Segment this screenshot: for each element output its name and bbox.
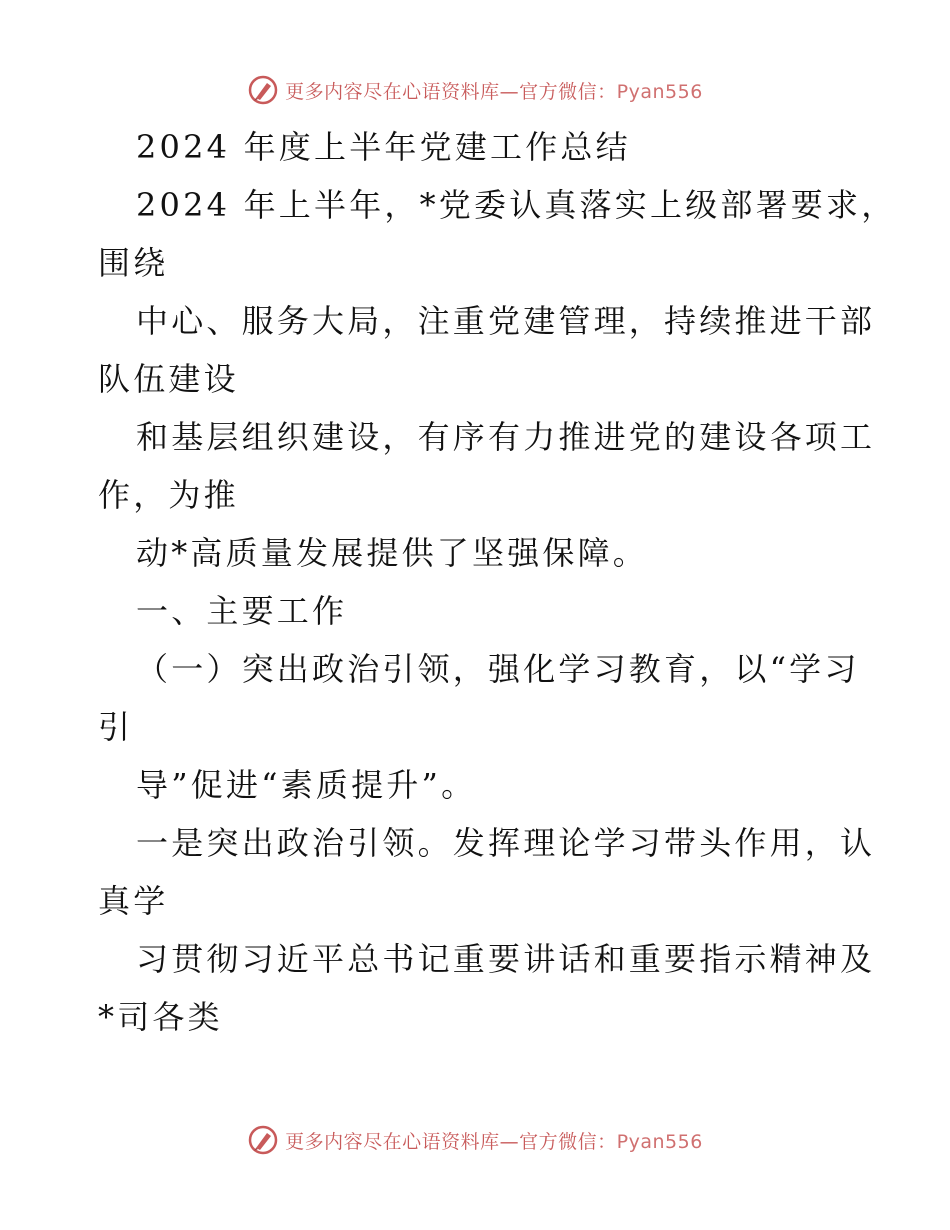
watermark-text: 更多内容尽在心语资料库—官方微信：Pyan556	[285, 80, 703, 103]
text-line: 2024 年度上半年党建工作总结	[136, 128, 631, 166]
watermark-wechat-id: Pyan556	[616, 1130, 703, 1153]
text-line: 导”促进“素质提升”。	[136, 766, 477, 804]
text-line: 中心、服务大局，注重党建管理，持续推进干部	[136, 302, 876, 340]
header-watermark	[0, 72, 950, 108]
text-line: （一）突出政治引领，强化学习教育，以“学习	[136, 650, 860, 688]
text-line: 2024 年上半年，*党委认真落实上级部署要求，	[136, 186, 897, 224]
text-line: 围绕	[98, 244, 169, 282]
text-line: 作，为推	[98, 476, 239, 514]
document-body	[98, 118, 897, 1046]
watermark-text: 更多内容尽在心语资料库—官方微信：Pyan556	[285, 1130, 703, 1153]
text-line: 真学	[98, 882, 169, 920]
text-line: 和基层组织建设，有序有力推进党的建设各项工	[136, 418, 876, 456]
text-line: 习贯彻习近平总书记重要讲话和重要指示精神及	[136, 940, 876, 978]
text-line: *司各类	[98, 998, 223, 1036]
pen-logo-icon	[247, 1124, 279, 1156]
watermark-wechat-id: Pyan556	[616, 80, 703, 103]
text-line: 一是突出政治引领。发挥理论学习带头作用，认	[136, 824, 876, 862]
footer-watermark	[0, 1122, 950, 1158]
pen-logo-icon	[247, 74, 279, 106]
text-line: 队伍建设	[98, 360, 239, 398]
text-line: 一、主要工作	[136, 592, 348, 630]
text-line: 动*高质量发展提供了坚强保障。	[136, 534, 649, 572]
text-line: 引	[98, 708, 134, 746]
